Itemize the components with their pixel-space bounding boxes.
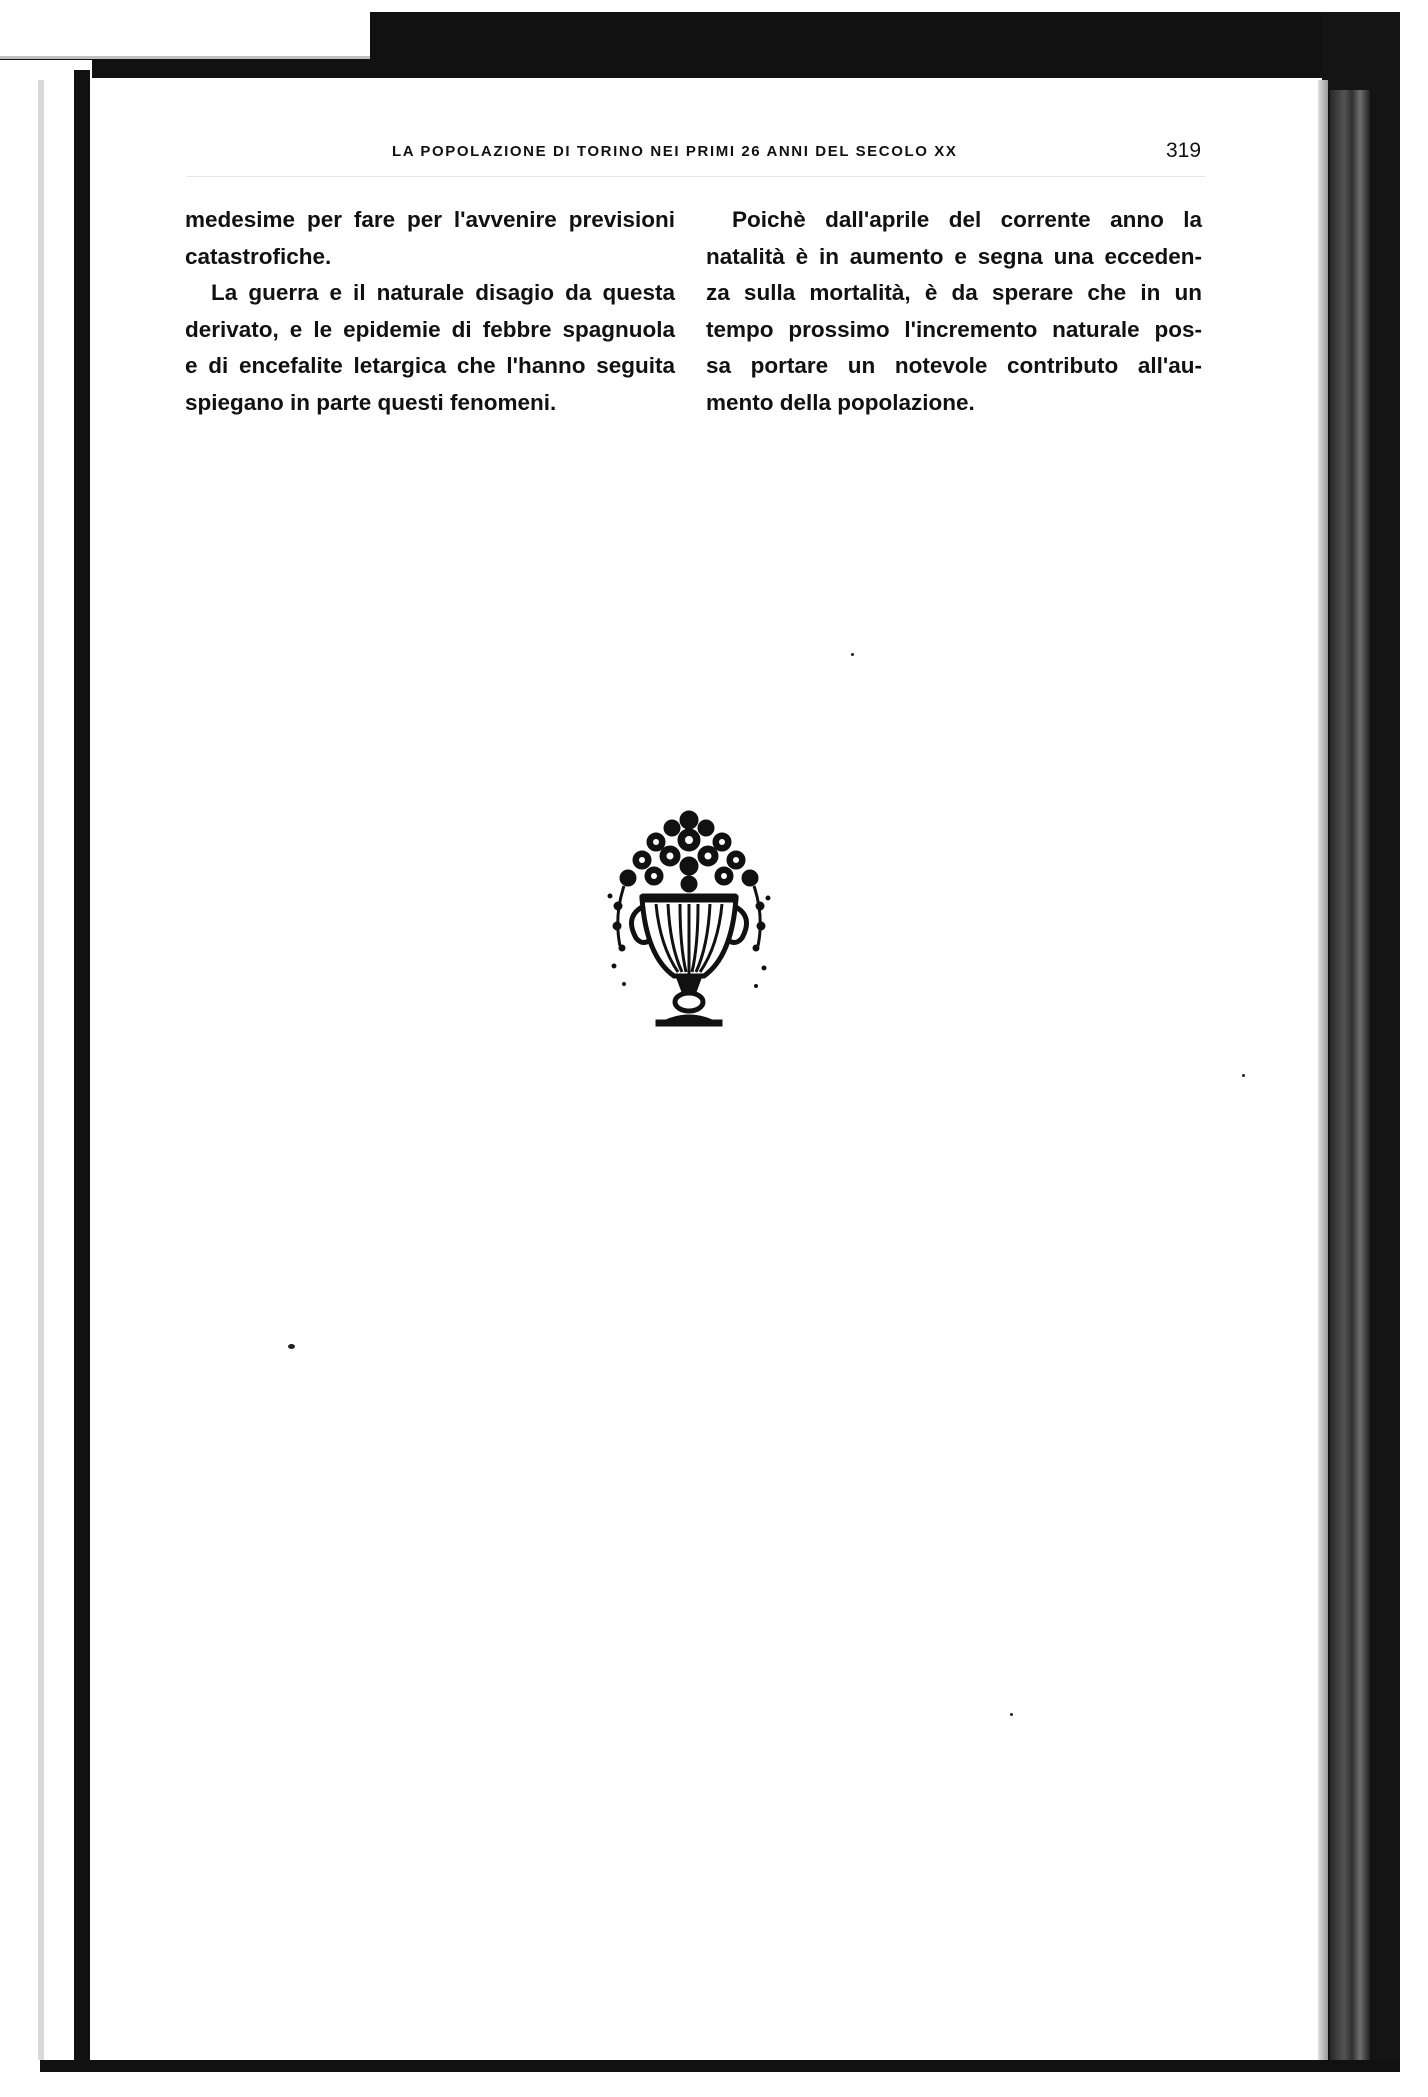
scan-border-bottom-white <box>0 2072 1428 2097</box>
text-line: tempo prossimo l'incremento naturale pos- <box>706 316 1202 342</box>
text-line: mento della popolazione. <box>706 389 975 415</box>
header-rule <box>186 176 1206 177</box>
page-gutter-shadow <box>1318 80 1328 2060</box>
text-line: spiegano in parte questi fenomeni. <box>185 389 557 415</box>
scan-border-top-notch <box>0 12 370 59</box>
scan-border-right-white <box>1400 0 1428 2097</box>
scan-border-right-texture <box>1330 90 1370 2070</box>
scan-speck <box>1010 1713 1013 1716</box>
scan-speck <box>1242 1074 1245 1077</box>
text-line: e di encefalite letargica che l'hanno seguita <box>185 353 675 378</box>
scan-speck <box>288 1344 295 1349</box>
text-line: catastrofiche. <box>185 243 332 269</box>
left-column <box>185 202 675 421</box>
scan-border-top <box>0 0 1428 12</box>
scan-border-left-dark <box>74 70 90 2060</box>
running-title: LA POPOLAZIONE DI TORINO NEI PRIMI 26 ANNI DEL SECOLO XX <box>392 143 958 160</box>
scan-left-page-edge <box>38 80 44 2060</box>
text-line: natalità è in aumento e segna una ecceden- <box>706 243 1202 269</box>
right-column <box>706 202 1202 421</box>
text-line: sa portare un notevole contributo all'au- <box>706 353 1202 378</box>
scan-border-bottom <box>40 2060 1400 2072</box>
text-line: derivato, e le epidemie di febbre spagnuola <box>185 316 675 342</box>
text-line: La guerra e il naturale disagio da questa <box>211 280 675 305</box>
text-line: Poichè dall'aprile del corrente anno la <box>732 207 1202 232</box>
scan-speck <box>851 653 854 656</box>
flower-vase-ornament-icon <box>584 806 794 1028</box>
page-number: 319 <box>1166 139 1202 162</box>
text-line: medesime per fare per l'avvenire previsioni <box>185 207 675 232</box>
text-line: za sulla mortalità, è da sperare che in un <box>706 280 1202 305</box>
